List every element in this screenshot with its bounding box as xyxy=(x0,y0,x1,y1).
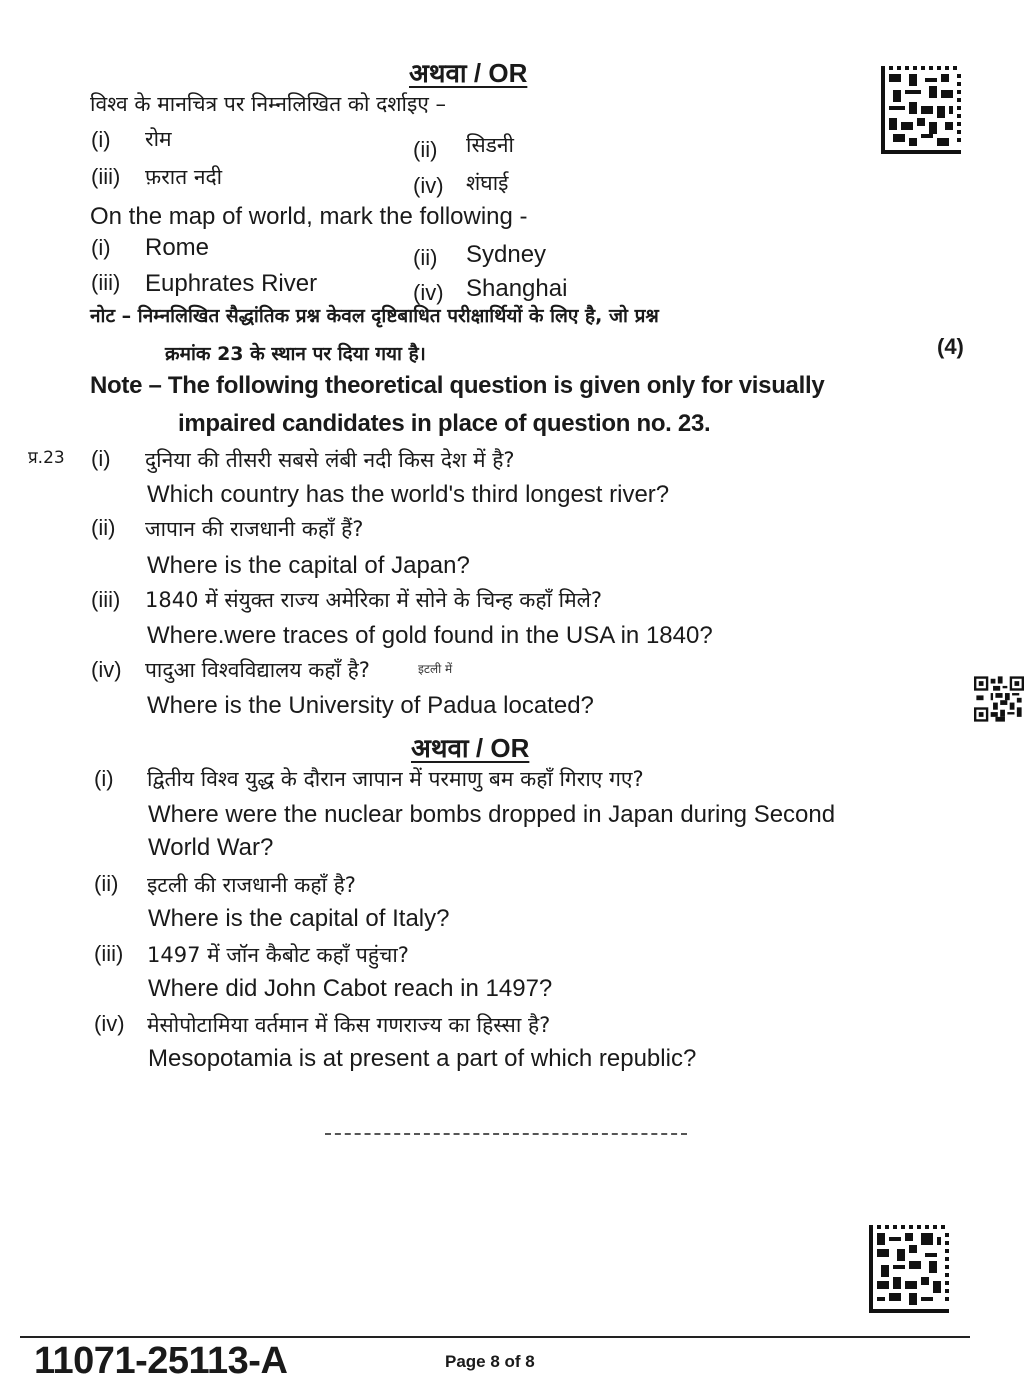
question-hindi: जापान की राजधानी कहाँ हैं? xyxy=(145,517,364,541)
map-item-english: Shanghai xyxy=(466,275,568,302)
end-of-paper-divider xyxy=(325,1133,687,1135)
question-part-num: (iii) xyxy=(91,587,121,612)
datamatrix-code-bottom xyxy=(868,1225,950,1313)
question-english: Where is the University of Padua located? xyxy=(147,692,594,719)
question-part-num: (iii) xyxy=(94,941,124,966)
note-hindi-line2: क्रमांक 23 के स्थान पर दिया गया है। xyxy=(165,343,426,365)
note-english-line2: impaired candidates in place of question no. 23. xyxy=(178,410,711,437)
qr-code-side xyxy=(974,676,1024,722)
note-english-line1: Note – The following theoretical question is given only for visually xyxy=(90,372,825,399)
question-english: Where is the capital of Japan? xyxy=(147,552,470,579)
question-english: Where is the capital of Italy? xyxy=(148,905,450,932)
map-item-num: (iv) xyxy=(413,173,444,198)
map-item-hindi: सिडनी xyxy=(466,133,514,157)
map-item-num: (iii) xyxy=(91,164,121,189)
question-hindi: 1497 में जॉन कैबोट कहाँ पहुंचा? xyxy=(147,943,409,967)
question-hindi: दुनिया की तीसरी सबसे लंबी नदी किस देश में है? xyxy=(145,448,515,472)
marks-label: (4) xyxy=(937,334,964,359)
map-item-hindi: शंघाई xyxy=(466,171,509,195)
map-item-num: (ii) xyxy=(413,245,438,270)
map-item-num: (iii) xyxy=(91,270,121,295)
datamatrix-code-top xyxy=(880,66,962,154)
question-part-num: (iv) xyxy=(94,1011,125,1036)
footer-rule xyxy=(20,1336,970,1338)
question-part-num: (i) xyxy=(94,766,114,791)
question-english: Mesopotamia is at present a part of which republic? xyxy=(148,1045,697,1072)
question-english-cont: World War? xyxy=(148,834,274,861)
map-item-hindi: फ़रात नदी xyxy=(145,165,223,189)
or-heading-middle: अथवा / OR xyxy=(411,733,530,763)
question-english: Where were the nuclear bombs dropped in Japan during Second xyxy=(148,801,836,828)
paper-code: 11071-25113-A xyxy=(34,1340,288,1382)
question-part-num: (ii) xyxy=(94,871,119,896)
handwritten-note: इटली में xyxy=(418,662,453,676)
map-instruction-hindi: विश्व के मानचित्र पर निम्नलिखित को दर्शाइए – xyxy=(90,92,447,116)
map-item-num: (i) xyxy=(91,127,111,152)
question-english: Which country has the world's third longest river? xyxy=(147,481,670,508)
question-hindi: पादुआ विश्वविद्यालय कहाँ है? xyxy=(145,658,370,682)
map-item-num: (iv) xyxy=(413,280,444,305)
map-item-english: Sydney xyxy=(466,241,547,268)
question-part-num: (i) xyxy=(91,446,111,471)
map-item-hindi: रोम xyxy=(145,127,172,151)
question-number: प्र.23 xyxy=(28,448,65,468)
note-hindi-line1: नोट – निम्नलिखित सैद्धांतिक प्रश्न केवल दृष्टिबाधित परीक्षार्थियों के लिए है, जो प्रश्न xyxy=(90,305,659,327)
map-instruction-english: On the map of world, mark the following - xyxy=(90,203,528,230)
question-hindi: इटली की राजधानी कहाँ है? xyxy=(147,873,356,897)
map-item-num: (i) xyxy=(91,235,111,260)
question-english: Where.were traces of gold found in the USA in 1840? xyxy=(147,622,713,649)
question-hindi: 1840 में संयुक्त राज्य अमेरिका में सोने के चिन्ह कहाँ मिले? xyxy=(145,588,603,612)
question-hindi: मेसोपोटामिया वर्तमान में किस गणराज्य का हिस्सा है? xyxy=(147,1013,551,1037)
question-part-num: (iv) xyxy=(91,657,122,682)
question-hindi: द्वितीय विश्व युद्ध के दौरान जापान में परमाणु बम कहाँ गिराए गए? xyxy=(147,767,644,791)
question-part-num: (ii) xyxy=(91,515,116,540)
or-heading-top: अथवा / OR xyxy=(409,58,528,88)
page-number: Page 8 of 8 xyxy=(445,1352,535,1371)
map-item-num: (ii) xyxy=(413,137,438,162)
map-item-english: Euphrates River xyxy=(145,270,318,297)
question-english: Where did John Cabot reach in 1497? xyxy=(148,975,553,1002)
map-item-english: Rome xyxy=(145,234,210,261)
